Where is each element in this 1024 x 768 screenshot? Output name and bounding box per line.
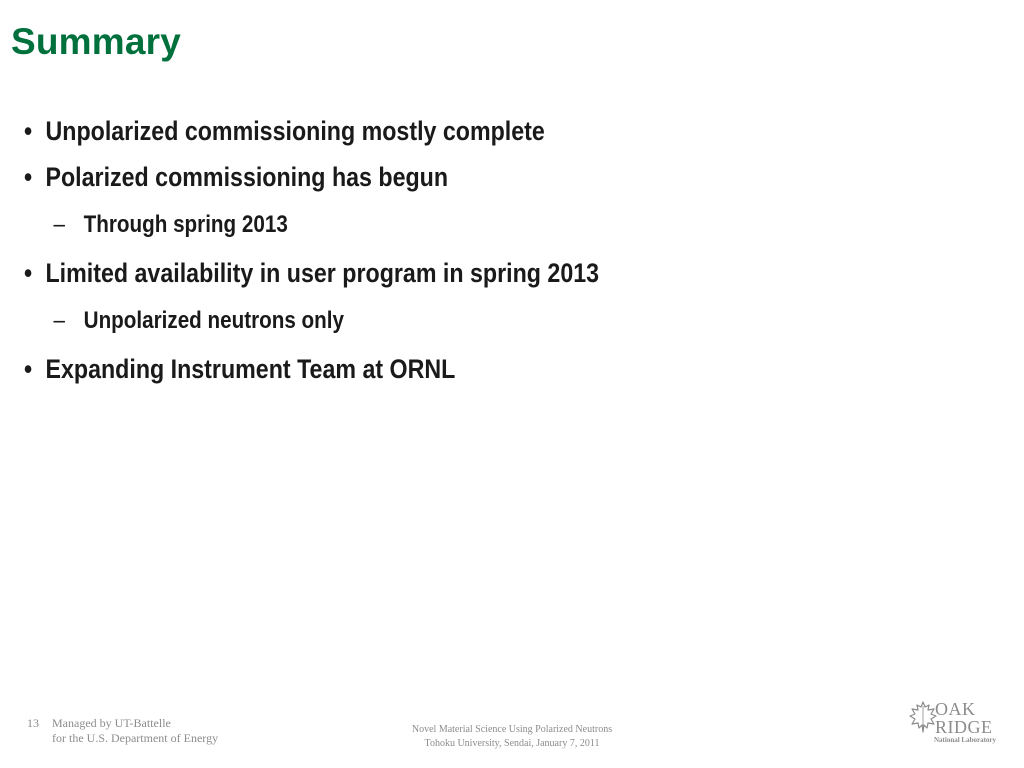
managed-line-1: Managed by UT-Battelle bbox=[52, 716, 171, 730]
sub-bullet-text: Unpolarized neutrons only bbox=[83, 307, 344, 334]
logo-word-oak: OAK bbox=[935, 699, 976, 719]
page-number: 13 bbox=[27, 716, 39, 730]
presentation-title: Novel Material Science Using Polarized Neutrons bbox=[411, 724, 613, 735]
sub-bullet-text: Through spring 2013 bbox=[83, 211, 288, 238]
bullet-text: Limited availability in user program in spring 2013 bbox=[45, 258, 600, 288]
bullet-item bbox=[24, 346, 850, 392]
bullet-list bbox=[24, 108, 984, 392]
bullet-marker: • bbox=[24, 258, 33, 288]
bullet-item bbox=[24, 108, 850, 154]
oak-leaf-icon bbox=[908, 700, 938, 734]
bullet-marker: • bbox=[24, 354, 33, 384]
bullet-marker: • bbox=[24, 162, 33, 192]
logo-word-ridge: RIDGE bbox=[935, 717, 993, 737]
footer-presentation-info bbox=[362, 723, 662, 751]
managed-line-2: for the U.S. Department of Energy bbox=[52, 731, 219, 745]
bullet-text: Polarized commissioning has begun bbox=[45, 162, 449, 192]
logo-subtitle: National Laboratory bbox=[934, 736, 997, 744]
bullet-item bbox=[24, 250, 850, 296]
sub-bullet-item bbox=[14, 200, 848, 250]
managed-by-text bbox=[52, 716, 218, 746]
sub-bullet-marker: – bbox=[53, 307, 66, 334]
bullet-text: Expanding Instrument Team at ORNL bbox=[45, 354, 456, 384]
bullet-text: Unpolarized commissioning mostly complete bbox=[45, 116, 545, 146]
sub-bullet-item bbox=[14, 296, 848, 346]
ornl-logo bbox=[908, 698, 1000, 746]
slide-title: Summary bbox=[11, 21, 182, 62]
bullet-item bbox=[24, 154, 850, 200]
logo-wordmark bbox=[935, 700, 993, 736]
bullet-marker: • bbox=[24, 116, 33, 146]
sub-bullet-marker: – bbox=[53, 211, 66, 238]
presentation-venue: Tohoku University, Sendai, January 7, 2011 bbox=[424, 738, 600, 749]
